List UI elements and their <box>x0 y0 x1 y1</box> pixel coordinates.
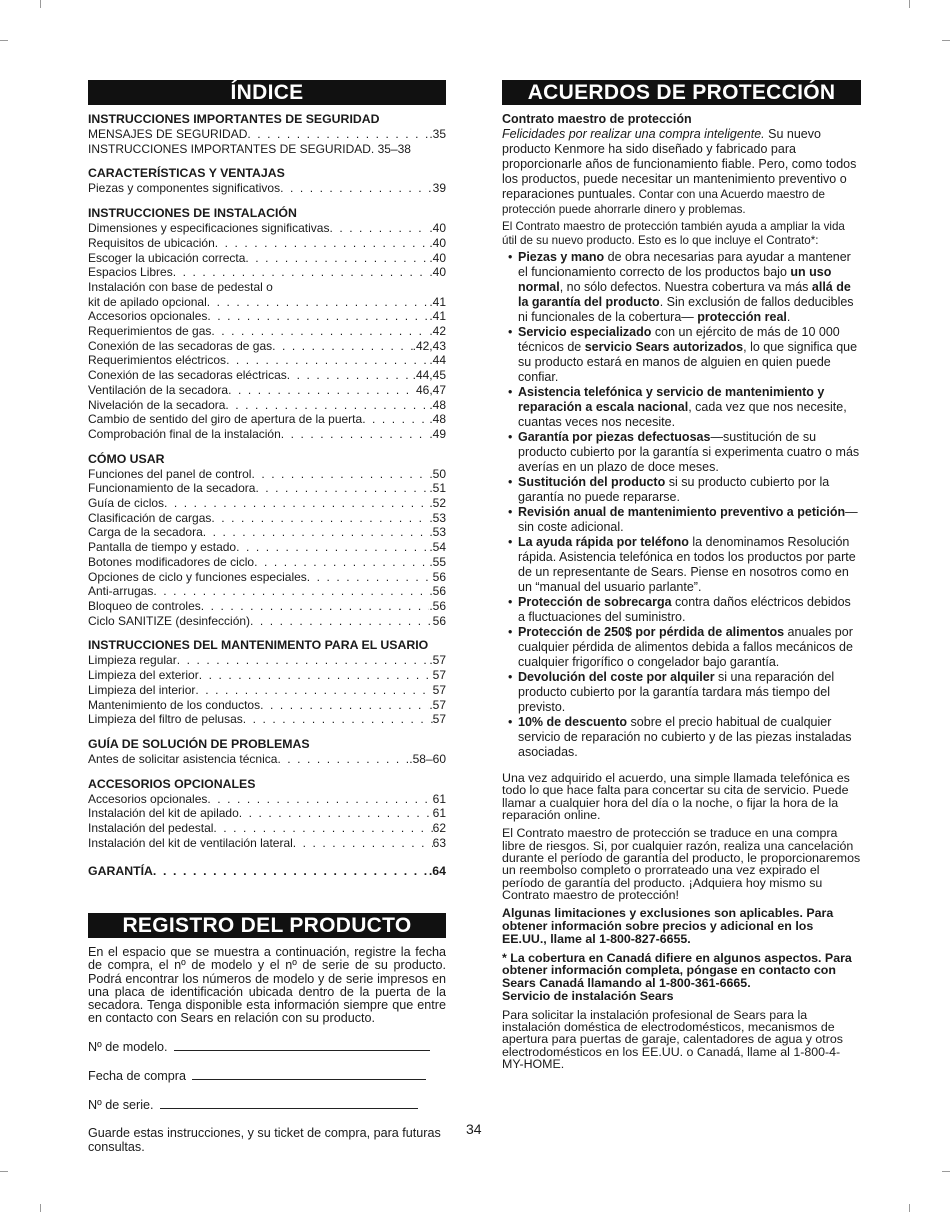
serial-number-line[interactable] <box>160 1107 418 1109</box>
index-entry-text: Comprobación final de la instalación <box>88 426 281 441</box>
index-entry-text: Ventilación de la secadora <box>88 382 229 397</box>
coverage-item-bold: protección real <box>697 310 787 325</box>
index-entry-text: Anti-arrugas <box>88 584 154 599</box>
crop-mark <box>942 1171 950 1172</box>
index-entry-page: .56 <box>429 598 446 613</box>
coverage-item <box>502 475 861 505</box>
crop-mark <box>0 1171 8 1172</box>
us-pricing-note: Algunas limitaciones y exclusiones son aplicables. Para obtener información sobre precios y adicional en los EE.UU., llame al 1-800-827-6655. <box>502 906 834 946</box>
right-column <box>502 80 861 1070</box>
index-entry-text: Botones modificadores de ciclo <box>88 554 255 569</box>
leader-dots <box>225 398 429 413</box>
serial-number-label: Nº de serie. <box>88 1098 154 1113</box>
coverage-item-bold: 10% de descuento <box>518 715 628 730</box>
crop-mark <box>40 1204 41 1212</box>
index-entry-page: .40 <box>429 221 446 236</box>
index-entry <box>88 339 446 354</box>
leader-dots <box>362 412 429 427</box>
protection-title: ACUERDOS DE PROTECCIÓN <box>502 80 861 105</box>
index-entry-page: .44,45 <box>412 368 446 383</box>
index-entry <box>88 683 446 698</box>
index-section <box>88 166 446 196</box>
coverage-item-bold: Revisión anual de mantenimiento preventivo a petición <box>518 505 846 520</box>
index-entry-page: 39 <box>432 181 446 196</box>
index-entry <box>88 599 446 614</box>
leader-dots <box>236 540 429 555</box>
leader-dots <box>207 792 432 807</box>
coverage-item-text: —sustitución de su producto cubierto por la garantía si experimenta cuatro o más averías en un plazo de doce meses. <box>518 430 860 475</box>
leader-dots <box>195 683 432 698</box>
index-entry-text: Pantalla de tiempo y estado <box>88 540 237 555</box>
index-entry-text: Instalación con base de pedestal o <box>88 279 273 294</box>
coverage-item-bold: Devolución del coste por alquiler <box>518 670 715 685</box>
index-entry-text: Dimensiones y especificaciones significativas <box>88 221 330 236</box>
index-entry <box>88 221 446 236</box>
index-entry-page: .40 <box>429 265 446 280</box>
coverage-item <box>502 715 861 760</box>
index-section <box>88 452 446 629</box>
index-section <box>88 777 446 851</box>
index-entry-page: .41 <box>429 294 446 309</box>
leader-dots <box>239 806 433 821</box>
model-number-label: Nº de modelo. <box>88 1040 168 1055</box>
leader-dots <box>293 836 433 851</box>
index-entry <box>88 864 446 879</box>
index-entry-text: Requisitos de ubicación <box>88 235 215 250</box>
purchase-date-field[interactable] <box>88 1067 446 1083</box>
protection-para-4: El Contrato maestro de protección se traduce en una compra libre de riesgos. Si, por cualquier razón, realiza una cancelación durante el período de garantía del producto, le proporcionaremos un reembolso completo o prorrateado una vez expirado el período de garantía del producto. ¡Adquiera hoy mismo su Contrato maestro de protección! <box>502 826 861 902</box>
protection-para-3: Una vez adquirido el acuerdo, una simple llamada telefónica es todo lo que hace falta para concertar su cita de servicio. Puede llamar a cualquier hora del día o la noche, o fijar la hora de la reparación online. <box>502 771 850 823</box>
registration-title: REGISTRO DEL PRODUCTO <box>88 913 446 938</box>
index-entry <box>88 427 446 442</box>
index-entry-text: Antes de solicitar asistencia técnica <box>88 751 278 766</box>
index-entry-text: MENSAJES DE SEGURIDAD <box>88 127 248 141</box>
crop-mark <box>909 0 910 8</box>
leader-dots <box>153 864 429 879</box>
leader-dots <box>277 752 409 767</box>
index-entry-page: .56 <box>429 584 446 599</box>
registration-note: Guarde estas instrucciones, y su ticket de compra, para futuras consultas. <box>88 1126 441 1155</box>
coverage-item <box>502 325 861 385</box>
index-entry <box>88 540 446 555</box>
index-entry-page: .48 <box>429 397 446 412</box>
leader-dots <box>177 653 430 668</box>
crop-mark <box>909 1204 910 1212</box>
coverage-item <box>502 625 861 670</box>
coverage-item-text: la denominamos Resolución rápida. Asistencia telefónica en todos los productos por parte de un representante de Sears. Piense en nosotros como en un “manual del usuario parlante”. <box>518 535 856 595</box>
coverage-item <box>502 430 861 475</box>
purchase-date-line[interactable] <box>192 1078 426 1080</box>
index-section-heading: ACCESORIOS OPCIONALES <box>88 776 256 791</box>
index-entry-page: 61 <box>432 806 446 821</box>
leader-dots <box>228 383 416 398</box>
crop-mark <box>40 0 41 8</box>
index-entry-text: Funciones del panel de control <box>88 466 252 481</box>
index-entry <box>88 236 446 251</box>
intro-text: Su nuevo producto Kenmore ha sido diseñado y fabricado para proporcionarle años de funcionamiento fiable. Pero, como todos los productos, puede necesitar un mantenimiento preventivo o reparaciones puntuales. <box>502 127 857 201</box>
index-entry <box>88 836 446 851</box>
index-entry-page: 63 <box>432 835 446 850</box>
index-entry-text: Piezas y componentes significativos <box>88 181 281 196</box>
index-entry <box>88 496 446 511</box>
coverage-item-bold: Servicio especializado <box>518 325 652 340</box>
coverage-item-text: anuales por cualquier pérdida de alimentos debida a fallos mecánicos de cualquier frigorífico o congelador bajo garantía. <box>518 625 853 670</box>
install-heading: Servicio de instalación Sears <box>502 988 674 1003</box>
coverage-item-text: sobre el precio habitual de cualquier servicio de reparación no cubierto y de las piezas instaladas asociadas. <box>518 715 852 760</box>
index-entry <box>88 309 446 324</box>
intro-small-text: Contar con una Acuerdo maestro de protección puede ahorrarle dinero y problemas. <box>502 188 825 217</box>
coverage-item-bold: La ayuda rápida por teléfono <box>518 535 689 550</box>
index-entry-page: .51 <box>429 481 446 496</box>
coverage-item-text: , lo que significa que su producto estará en manos de alguien en quien puede confiar. <box>518 340 858 385</box>
index-entry-text: kit de apilado opcional <box>88 294 207 309</box>
index-entry-text: Conexión de las secadoras de gas <box>88 338 273 353</box>
index-entry-text: Limpieza del interior <box>88 682 196 697</box>
index-entry-text: Limpieza del filtro de pelusas <box>88 712 243 727</box>
index-entry-page: .42 <box>429 324 446 339</box>
index-section-heading: CÓMO USAR <box>88 451 165 466</box>
leader-dots <box>247 127 429 142</box>
index-entry <box>88 668 446 683</box>
index-entry-page: . 35–38 <box>370 141 411 156</box>
index-section-heading: INSTRUCCIONES DEL MANTENIMENTO PARA EL USARIO <box>88 638 429 653</box>
coverage-item-text: de obra necesarias para ayudar a mantener el funcionamiento correcto de los productos bajo <box>518 250 851 280</box>
index-entry-page: 57 <box>432 712 446 727</box>
index-entry-page: 46,47 <box>415 382 446 397</box>
leader-dots <box>207 309 429 324</box>
index-entry-page: .35 <box>429 127 446 141</box>
coverage-item-bold: Piezas y mano <box>518 250 605 265</box>
index-entry-page: .48 <box>429 412 446 427</box>
index-entry-text: Instalación del pedestal <box>88 821 214 836</box>
index-entry-text: Instalación del kit de ventilación lateral <box>88 835 293 850</box>
index-entry-text: Accesorios opcionales <box>88 309 208 324</box>
coverage-item-text: . <box>786 310 791 325</box>
coverage-item-text: , no sólo defectos. Nuestra cobertura va más <box>559 280 812 295</box>
index-entry <box>88 698 446 713</box>
index-entry-text: Clasificación de cargas <box>88 510 212 525</box>
index-entry-text: Guía de ciclos <box>88 496 165 511</box>
index-entry <box>88 712 446 727</box>
index-section <box>88 864 446 879</box>
install-body: Para solicitar la instalación profesional de Sears para la instalación doméstica de electrodomésticos, mecanismos de apertura para puertas de garaje, calentadores de agua y otros electrodomésticos en los EE.UU. o Canadá, llame al 1-800-4-MY-HOME. <box>502 1007 843 1071</box>
index-entry-page: 56 <box>432 613 446 628</box>
leader-dots <box>211 511 429 526</box>
index-entry-text: GARANTÍA <box>88 864 153 879</box>
index-entry-page: .53 <box>429 525 446 540</box>
index-section <box>88 737 446 767</box>
index-entry-page: 57 <box>432 682 446 697</box>
coverage-item-bold: servicio Sears autorizados <box>584 340 744 355</box>
index-section-heading: INSTRUCCIONES DE INSTALACIÓN <box>88 206 297 221</box>
index-section <box>88 206 446 442</box>
leader-dots <box>207 295 430 310</box>
coverage-item <box>502 670 861 715</box>
index-entry-page: .42,43 <box>412 338 446 353</box>
index-entry <box>88 181 446 196</box>
leader-dots <box>287 368 413 383</box>
index-entry <box>88 570 446 585</box>
index-entry-text: Cambio de sentido del giro de apertura de la puerta <box>88 412 363 427</box>
index-entry-page: 62 <box>432 821 446 836</box>
index-entry <box>88 295 446 310</box>
index-title: ÍNDICE <box>88 80 446 105</box>
index-entry-text: Limpieza del exterior <box>88 668 199 683</box>
index-entry-page: .54 <box>429 540 446 555</box>
index-entry <box>88 127 446 142</box>
protection-heading: Contrato maestro de protección <box>502 112 692 126</box>
coverage-item <box>502 250 861 325</box>
index-entry-page: 57 <box>432 668 446 683</box>
index-entry <box>88 353 446 368</box>
leader-dots <box>173 265 430 280</box>
coverage-item-text: si su producto cubierto por la garantía no puede repararse. <box>518 475 830 505</box>
index-entry-page: .40 <box>429 250 446 265</box>
index-entry <box>88 481 446 496</box>
coverage-item-bold: Garantía por piezas defectuosas <box>518 430 711 445</box>
index-entry-page: .41 <box>429 309 446 324</box>
leader-dots <box>250 614 433 629</box>
coverage-item-bold: un uso normal <box>518 265 832 295</box>
crop-mark <box>0 40 8 41</box>
index-entry-page: .57 <box>429 653 446 668</box>
coverage-item <box>502 385 861 430</box>
index-entry-page: .53 <box>429 510 446 525</box>
index-entry-page: 56 <box>432 569 446 584</box>
index-entry-text: Requerimientos eléctricos <box>88 353 227 368</box>
leader-dots <box>281 427 430 442</box>
index-entry-text: Espacios Libres <box>88 265 173 280</box>
index-section-heading: INSTRUCCIONES IMPORTANTES DE SEGURIDAD <box>88 112 380 126</box>
index-entry <box>88 555 446 570</box>
index-entry-text: INSTRUCCIONES IMPORTANTES DE SEGURIDAD <box>88 141 371 156</box>
coverage-item-text: . Sin exclusión de fallos deducibles ni funcionales de la cobertura— <box>518 295 854 325</box>
leader-dots <box>201 599 430 614</box>
index-entry <box>88 398 446 413</box>
crop-mark <box>942 40 950 41</box>
coverage-item-text: , cada vez que nos necesite, cuantas veces nos necesite. <box>518 400 847 430</box>
index-entry-text: Ciclo SANITIZE (desinfección) <box>88 613 251 628</box>
index-entry <box>88 251 446 266</box>
coverage-item-bold: Protección de sobrecarga <box>518 595 672 610</box>
coverage-item-text: contra daños eléctricos debidos a fluctuaciones del suministro. <box>518 595 851 625</box>
leader-dots <box>272 339 413 354</box>
coverage-item <box>502 505 861 535</box>
index-entry-page: .40 <box>429 235 446 250</box>
coverage-item-text: —sin coste adicional. <box>518 505 858 535</box>
leader-dots <box>203 525 430 540</box>
index-entry-page: .52 <box>429 496 446 511</box>
index-entry-text: Carga de la secadora <box>88 525 203 540</box>
protection-para-2: El Contrato maestro de protección también ayuda a ampliar la vida útil de su nuevo producto. Esto es lo que incluye el Contrato*: <box>502 219 845 247</box>
leader-dots <box>245 251 429 266</box>
leader-dots <box>226 353 429 368</box>
index-entry <box>88 653 446 668</box>
index-entry-text: Requerimientos de gas <box>88 324 212 339</box>
index-entry-page: .44 <box>429 353 446 368</box>
leader-dots <box>199 668 433 683</box>
index-entry-text: Instalación del kit de apilado <box>88 806 239 821</box>
coverage-item-bold: Protección de 250$ por pérdida de alimentos <box>518 625 785 640</box>
page-number: 34 <box>466 1121 482 1137</box>
index-entry <box>88 324 446 339</box>
intro-italic: Felicidades por realizar una compra inteligente. <box>502 127 765 141</box>
index-entry-page: .64 <box>428 864 446 879</box>
serial-number-field[interactable] <box>88 1096 446 1112</box>
protection-intro <box>502 127 861 218</box>
index-section <box>88 638 446 727</box>
index-entry <box>88 614 446 629</box>
leader-dots <box>255 481 429 496</box>
index-entry <box>88 792 446 807</box>
index-entry <box>88 383 446 398</box>
coverage-list <box>502 250 861 760</box>
index-entry-text: Opciones de ciclo y funciones especiales <box>88 569 307 584</box>
left-column <box>88 80 446 1154</box>
leader-dots <box>307 570 433 585</box>
index-entry-page: .57 <box>429 697 446 712</box>
index-section-heading: GUÍA DE SOLUCIÓN DE PROBLEMAS <box>88 736 310 751</box>
leader-dots <box>243 712 433 727</box>
index-entry-text: Bloqueo de controles <box>88 598 201 613</box>
index-entry <box>88 821 446 836</box>
index-entry-page: 61 <box>432 791 446 806</box>
index-section <box>88 112 446 156</box>
index-entry <box>88 511 446 526</box>
index-entry <box>88 142 446 157</box>
index-entry-text: Limpieza regular <box>88 653 177 668</box>
leader-dots <box>254 555 429 570</box>
purchase-date-label: Fecha de compra <box>88 1069 187 1084</box>
index-entry <box>88 525 446 540</box>
index-entry <box>88 412 446 427</box>
index-entry <box>88 806 446 821</box>
leader-dots <box>164 496 429 511</box>
index-entry-text: Mantenimiento de los conductos <box>88 697 261 712</box>
index-entry-text: Escoger la ubicación correcta <box>88 250 246 265</box>
index-entry <box>88 265 446 280</box>
index-entry <box>88 584 446 599</box>
index-entry <box>88 752 446 767</box>
leader-dots <box>329 221 429 236</box>
index-list <box>88 112 446 879</box>
coverage-item-bold: Asistencia telefónica y servicio de mantenimiento y reparación a escala nacional <box>518 385 825 415</box>
index-entry-text: Accesorios opcionales <box>88 791 208 806</box>
index-entry <box>88 467 446 482</box>
registration-text: En el espacio que se muestra a continuación, registre la fecha de compra, el nº de modelo y el nº de serie de su producto. Podrá encontrar los números de modelo y de serie impresos en una placa de identificación ubicada dentro de la puerta de la secadora. Tenga disponible esta información siempre que entre en contacto con Sears en relación con su producto. <box>88 945 446 1026</box>
canada-note: * La cobertura en Canadá difiere en algunos aspectos. Para obtener información completa, póngase en contacto con Sears Canadá llamando al 1-800-361-6665. <box>502 950 852 991</box>
coverage-item <box>502 595 861 625</box>
model-number-field[interactable] <box>88 1038 446 1054</box>
coverage-item-bold: Sustitución del producto <box>518 475 666 490</box>
leader-dots <box>213 821 432 836</box>
coverage-item-text: si una reparación del producto cubierto por la garantía tardara más tiempo del previsto. <box>518 670 835 715</box>
index-entry-text: Nivelación de la secadora <box>88 397 226 412</box>
coverage-item-bold: allá de la garantía del producto <box>518 280 851 310</box>
leader-dots <box>251 467 429 482</box>
index-entry-text: Funcionamiento de la secadora <box>88 481 256 496</box>
leader-dots <box>260 698 429 713</box>
coverage-item-text: con un ejército de más de 10 000 técnicos de <box>518 325 840 355</box>
leader-dots <box>215 236 430 251</box>
coverage-item <box>502 535 861 595</box>
index-entry-page: .55 <box>429 554 446 569</box>
index-entry-page: .58–60 <box>409 751 446 766</box>
leader-dots <box>153 584 429 599</box>
index-entry-page: .50 <box>429 466 446 481</box>
index-entry <box>88 368 446 383</box>
index-entry-page: .49 <box>429 426 446 441</box>
index-section-heading: CARACTERÍSTICAS Y VENTAJAS <box>88 166 285 181</box>
index-entry-text: Conexión de las secadoras eléctricas <box>88 368 287 383</box>
model-number-line[interactable] <box>174 1049 430 1051</box>
leader-dots <box>280 181 433 196</box>
leader-dots <box>211 324 429 339</box>
